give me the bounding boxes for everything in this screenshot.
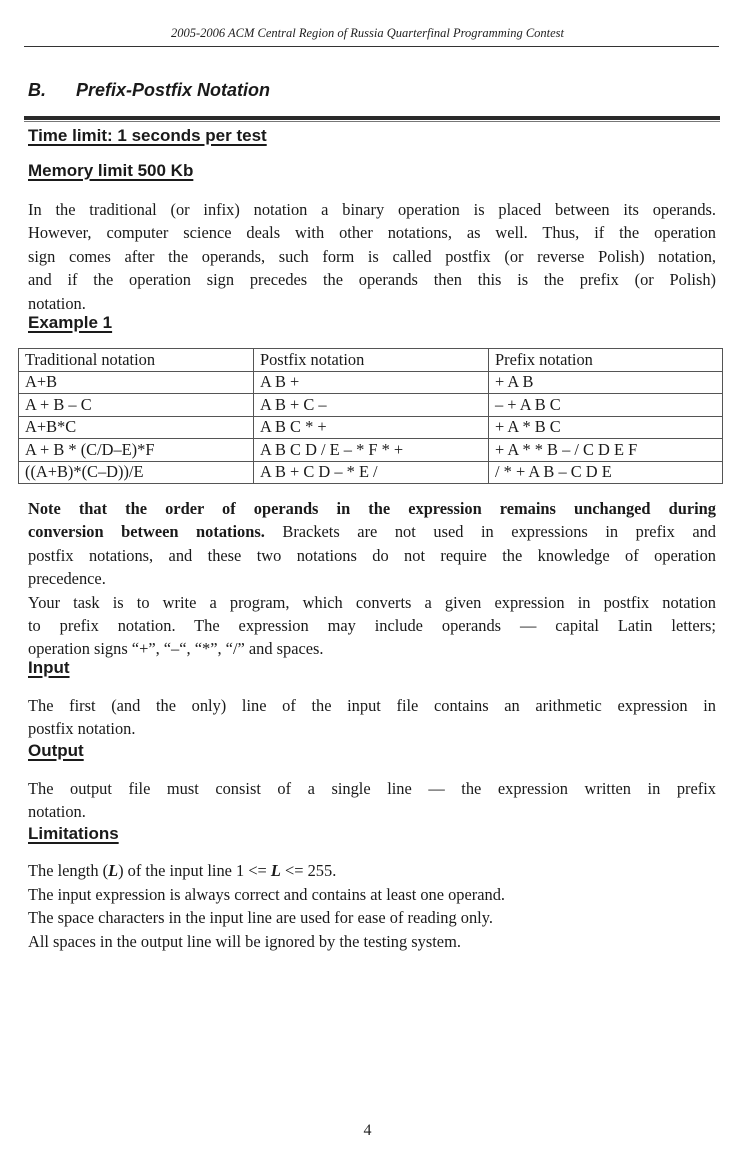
- note-bold-text: Note that the order of operands in the expression remains unchanged during: [28, 499, 716, 518]
- running-header: 2005-2006 ACM Central Region of Russia Quarterfinal Programming Contest: [170, 26, 565, 40]
- cell-postfix: A B + C –: [254, 394, 489, 417]
- note-text: Brackets are not used in expressions in prefix and: [264, 522, 717, 542]
- output-line: The output file must consist of a single line — the expression written in prefix: [28, 779, 716, 798]
- table-row: [19, 416, 723, 439]
- cell-prefix: + A B: [489, 371, 723, 394]
- limitations-heading: Limitations: [28, 824, 119, 843]
- note-line: [28, 520, 716, 543]
- title-rule-thin: [24, 121, 720, 122]
- cell-postfix: A B + C D – * E /: [254, 461, 489, 484]
- cell-traditional: A + B * (C/D–E)*F: [19, 439, 254, 462]
- example-heading: Example 1: [28, 313, 113, 332]
- limitation-text: <= 255.: [280, 861, 337, 880]
- limitation-text: The length (: [28, 861, 109, 880]
- cell-postfix: A B C * +: [254, 416, 489, 439]
- intro-line: However, computer science deals with other notations, as well. Thus, if the operation: [28, 223, 716, 243]
- limitation-line: The input expression is always correct and contains at least one operand.: [28, 884, 505, 904]
- limitation-line: All spaces in the output line will be ignored by the testing system.: [28, 931, 461, 951]
- table-row: [19, 394, 723, 417]
- table-row: [19, 371, 723, 394]
- intro-line: and if the operation sign precedes the operands then this is the prefix (or Polish): [28, 270, 716, 290]
- intro-line: notation.: [28, 293, 86, 313]
- cell-traditional: A + B – C: [19, 394, 254, 417]
- cell-prefix: / * + A B – C D E: [489, 461, 723, 484]
- page-number: 4: [363, 1122, 372, 1139]
- variable-l: L: [108, 861, 119, 880]
- note-bold-text: conversion between notations.: [28, 522, 265, 542]
- input-heading: Input: [28, 658, 70, 677]
- limitation-text: ) of the input line 1 <=: [118, 861, 271, 880]
- header-traditional: Traditional notation: [19, 349, 254, 372]
- intro-paragraph: [28, 198, 716, 315]
- table-row: [19, 439, 723, 462]
- task-line: Your task is to write a program, which converts a given expression in postfix notation: [28, 592, 716, 612]
- output-heading: Output: [28, 741, 84, 760]
- note-line: [28, 497, 716, 520]
- table-header-row: [19, 349, 723, 372]
- cell-traditional: A+B: [19, 371, 254, 394]
- intro-line: sign comes after the operands, such form is called postfix (or reverse Polish) notation,: [28, 246, 716, 266]
- header-rule: [24, 46, 719, 47]
- problem-letter: B.: [28, 80, 46, 100]
- table-row: [19, 461, 723, 484]
- limitation-line: The space characters in the input line are used for ease of reading only.: [28, 908, 493, 928]
- cell-postfix: A B +: [254, 371, 489, 394]
- time-limit-heading: Time limit: 1 seconds per test: [28, 126, 267, 145]
- cell-traditional: A+B*C: [19, 416, 254, 439]
- input-paragraph: [28, 694, 716, 741]
- memory-limit-heading: Memory limit 500 Kb: [28, 161, 194, 180]
- cell-prefix: – + A B C: [489, 394, 723, 417]
- header-prefix: Prefix notation: [489, 349, 723, 372]
- notation-examples-table: [18, 348, 723, 484]
- limitations-list: [28, 859, 505, 953]
- cell-prefix: + A * * B – / C D E F: [489, 439, 723, 462]
- note-line: precedence.: [28, 569, 106, 589]
- output-paragraph: [28, 777, 716, 824]
- limitation-line: [28, 859, 505, 883]
- task-line: operation signs “+”, “–“, “*”, “/” and spaces.: [28, 639, 324, 659]
- note-paragraph: [28, 497, 716, 661]
- cell-prefix: + A * B C: [489, 416, 723, 439]
- problem-title: [28, 80, 270, 101]
- intro-line: In the traditional (or infix) notation a binary operation is placed between its operands.: [28, 200, 716, 219]
- task-line: to prefix notation. The expression may include operands — capital Latin letters;: [28, 616, 716, 636]
- cell-traditional: ((A+B)*(C–D))/E: [19, 461, 254, 484]
- variable-l: L: [270, 861, 281, 880]
- title-rule-thick: [24, 116, 720, 120]
- header-postfix: Postfix notation: [254, 349, 489, 372]
- problem-name: Prefix-Postfix Notation: [76, 80, 271, 100]
- note-line: postfix notations, and these two notations do not require the knowledge of operation: [28, 545, 716, 565]
- input-line: The first (and the only) line of the input file contains an arithmetic expression in: [28, 696, 716, 715]
- input-line: postfix notation.: [28, 719, 136, 739]
- output-line: notation.: [28, 802, 86, 822]
- cell-postfix: A B C D / E – * F * +: [254, 439, 489, 462]
